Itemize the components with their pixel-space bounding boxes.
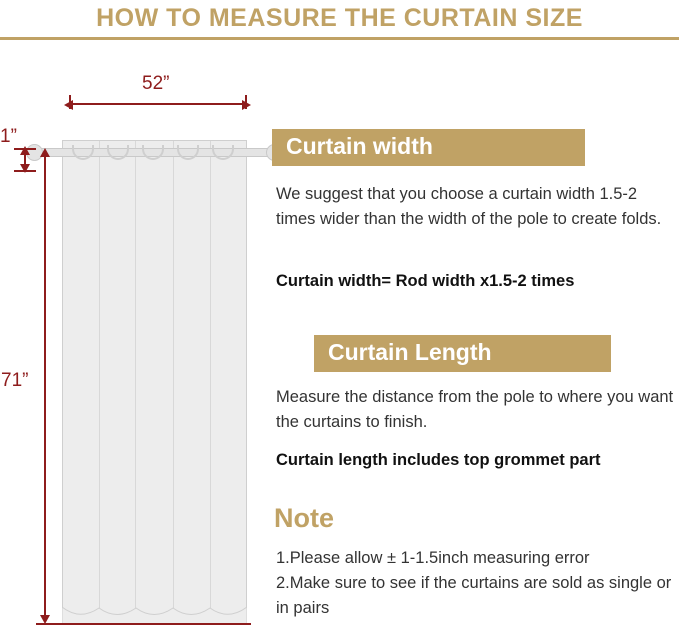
length-arrow-up <box>40 148 50 157</box>
curtain-panel <box>62 140 247 623</box>
page-title: HOW TO MEASURE THE CURTAIN SIZE <box>96 4 583 32</box>
width-arrow-right <box>242 100 251 110</box>
width-label: 52” <box>142 73 170 94</box>
length-label: 71” <box>1 370 29 391</box>
section-body-curtain-length: Measure the distance from the pole to where you want the curtains to finish. <box>276 388 674 431</box>
grommet-arrow-down <box>20 164 30 173</box>
grommet-label: 1” <box>0 126 17 147</box>
length-baseline <box>36 623 251 625</box>
grommet-arrow-up <box>20 146 30 155</box>
note-line-1: 1.Please allow ± 1-1.5inch measuring error <box>276 549 590 567</box>
note-heading: Note <box>274 503 334 533</box>
note-line-2: 2.Make sure to see if the curtains are sold as single or in pairs <box>276 574 672 617</box>
width-arrow-left <box>64 100 73 110</box>
length-dimension-line <box>44 153 46 621</box>
curtain-diagram <box>0 45 280 628</box>
section-emphasis-curtain-width: Curtain width= Rod width x1.5-2 times <box>276 272 575 290</box>
width-dimension-line <box>72 103 244 105</box>
section-emphasis-curtain-length: Curtain length includes top grommet part <box>276 451 601 469</box>
title-divider <box>0 37 679 40</box>
section-heading-curtain-width: Curtain width <box>272 129 585 166</box>
section-body-curtain-width: We suggest that you choose a curtain width 1.5-2 times wider than the width of the pole to create folds. <box>276 185 662 228</box>
section-heading-curtain-length: Curtain Length <box>314 335 611 372</box>
instructions-column <box>272 45 679 628</box>
curtain-hem <box>62 605 247 625</box>
